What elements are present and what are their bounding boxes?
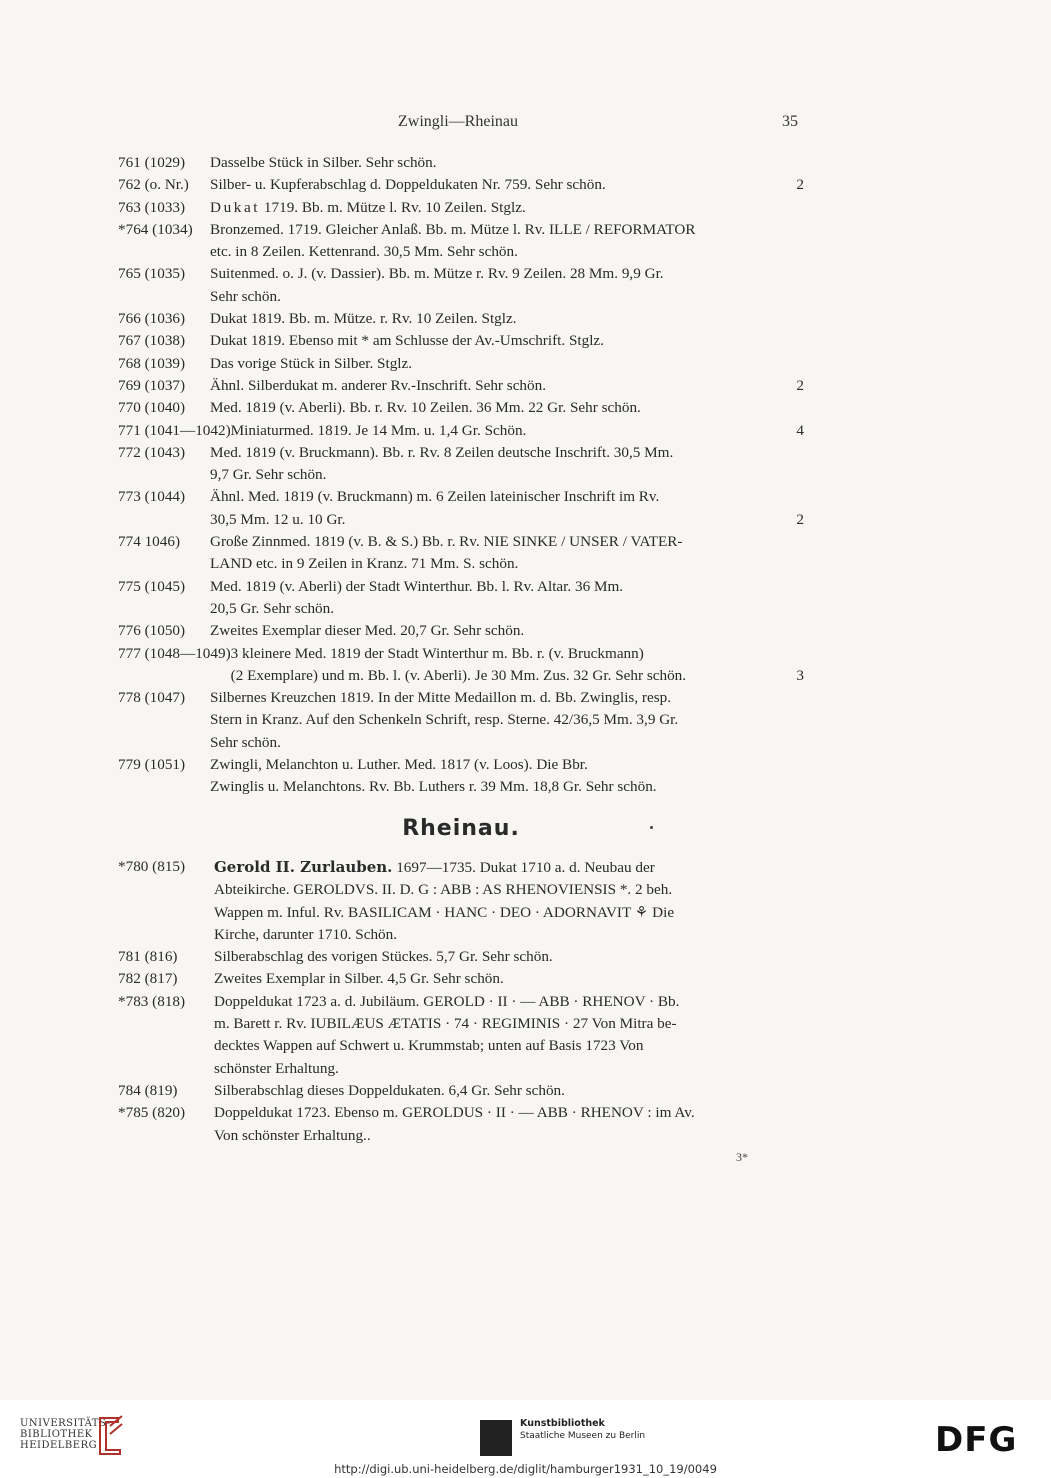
- ub-line: BIBLIOTHEK: [20, 1429, 93, 1440]
- entry-line-text: [231, 643, 644, 665]
- rarity-value: [794, 1125, 804, 1147]
- rarity-value: [794, 879, 804, 901]
- entry-line-text: [210, 397, 641, 419]
- entry-line: [210, 486, 804, 508]
- line-text: Zweites Exemplar in Silber. 4,5 Gr. Sehr schön.: [214, 970, 504, 988]
- entry-number: 774 1046): [118, 533, 181, 551]
- entry-line-text: [214, 856, 655, 879]
- entry-line: [210, 197, 804, 219]
- rarity-value: [794, 442, 804, 464]
- ub-line: HEIDELBERG: [20, 1440, 98, 1451]
- line-text: etc. in 8 Zeilen. Kettenrand. 30,5 Mm. Sehr schön.: [210, 243, 518, 261]
- entry-description: [210, 397, 804, 419]
- entry-line: [231, 420, 804, 442]
- catalog-entry: [118, 420, 804, 442]
- entry-line: [210, 174, 804, 196]
- entry-number: 770 (1040): [118, 399, 186, 417]
- rarity-value: [794, 353, 804, 375]
- rarity-value: [794, 598, 804, 620]
- rarity-value: [794, 991, 804, 1013]
- entry-description: [214, 946, 804, 968]
- header-title: Zwingli—Rheinau: [398, 113, 518, 130]
- entry-description: [210, 353, 804, 375]
- line-text: Dasselbe Stück in Silber. Sehr schön.: [210, 154, 437, 171]
- rarity-value: [794, 464, 804, 486]
- entry-number: 782 (817): [118, 970, 178, 988]
- entry-line: [210, 397, 804, 419]
- entry-line-text: [214, 1058, 339, 1080]
- page-number: 35: [782, 113, 798, 130]
- entry-description: [214, 1080, 804, 1102]
- viewer-footer: [0, 1400, 1051, 1478]
- rarity-value: 2: [796, 510, 804, 528]
- catalog-entry: [118, 308, 804, 330]
- entry-description: [231, 643, 804, 688]
- rarity-value: [794, 1013, 804, 1035]
- entry-line-text: [231, 665, 686, 687]
- entry-description: [210, 197, 804, 219]
- entry-description: [210, 308, 804, 330]
- entry-description: [210, 330, 804, 352]
- line-text: 30,5 Mm. 12 u. 10 Gr.: [210, 510, 346, 528]
- line-text: Kirche, darunter 1710. Schön.: [214, 925, 398, 943]
- entry-line: [214, 968, 804, 990]
- catalog-entry: [118, 946, 804, 968]
- entry-number: 772 (1043): [118, 443, 186, 461]
- entry-line-text: [210, 330, 604, 352]
- entry-line: [214, 924, 804, 946]
- entry-line: [210, 152, 804, 174]
- entry-line-text: [210, 687, 671, 709]
- line-text: 1719. Bb. m. Mütze l. Rv. 10 Zeilen. Stglz.: [260, 198, 526, 216]
- line-text: Ähnl. Med. 1819 (v. Bruckmann) m. 6 Zeilen lateinischer Inschrift im Rv.: [210, 488, 660, 506]
- rarity-value: [794, 330, 804, 352]
- rarity-value: [794, 902, 804, 924]
- line-text: Doppeldukat 1723 a. d. Jubiläum. GEROLD · II · — ABB · RHENOV · Bb.: [214, 992, 680, 1010]
- entry-line-text: [210, 152, 437, 174]
- catalog-entry: [118, 152, 804, 174]
- entry-line: [214, 946, 804, 968]
- entry-description: [214, 991, 804, 1080]
- entry-line-text: [210, 464, 326, 486]
- entry-line-text: [210, 308, 517, 330]
- line-text: Sehr schön.: [210, 733, 281, 751]
- entry-number: *783 (818): [118, 992, 186, 1010]
- entry-number: 773 (1044): [118, 488, 186, 506]
- entry-description: [231, 420, 804, 442]
- rarity-value: [794, 754, 804, 776]
- dfg-logo[interactable]: DFG: [935, 1420, 1018, 1460]
- entry-line: [210, 442, 804, 464]
- entry-line: [210, 308, 804, 330]
- ub-line: UNIVERSITÄTS-: [20, 1418, 111, 1429]
- line-text: Stern in Kranz. Auf den Schenkeln Schrift, resp. Sterne. 42/36,5 Mm. 3,9 Gr.: [210, 711, 679, 729]
- entry-number: 777 (1048—1049): [118, 644, 231, 662]
- rarity-value: 3: [796, 666, 804, 684]
- entry-line: [214, 1035, 804, 1057]
- entry-description: [210, 174, 804, 196]
- entry-line: [210, 219, 804, 241]
- line-text: Abteikirche. GEROLDVS. II. D. G : ABB : AS RHENOVIENSIS *. 2 beh.: [214, 881, 673, 899]
- entry-number: 762 (o. Nr.): [118, 176, 189, 194]
- rarity-value: [794, 946, 804, 968]
- rarity-value: [794, 397, 804, 419]
- entry-line-text: [214, 946, 553, 968]
- signature-mark: 3*: [736, 1150, 748, 1164]
- entry-line-text: [210, 754, 588, 776]
- line-text: 1697—1735. Dukat 1710 a. d. Neubau der: [392, 859, 655, 876]
- entry-description: [210, 576, 804, 621]
- entry-number: *780 (815): [118, 858, 186, 875]
- entry-line: [210, 375, 804, 397]
- entry-line-text: [214, 968, 504, 990]
- rarity-value: [794, 576, 804, 598]
- entry-line-text: [231, 420, 527, 442]
- entry-line-text: [214, 879, 672, 901]
- entry-line: [214, 1102, 804, 1124]
- entry-line-text: [214, 1013, 677, 1035]
- entry-line-text: [210, 576, 623, 598]
- entry-line-text: [214, 1080, 565, 1102]
- entry-number: 767 (1038): [118, 332, 186, 350]
- entry-description: [214, 856, 804, 946]
- entry-line: [214, 991, 804, 1013]
- entry-number: 765 (1035): [118, 265, 186, 283]
- entry-line: [214, 1013, 804, 1035]
- entry-line-text: [210, 197, 526, 219]
- catalog-entry: [118, 174, 804, 196]
- rarity-value: [794, 241, 804, 263]
- line-text: Dukat 1819. Ebenso mit * am Schlusse der Av.-Umschrift. Stglz.: [210, 332, 604, 350]
- catalog-entry: [118, 1080, 804, 1102]
- entry-description: [210, 531, 804, 576]
- line-text: Sehr schön.: [210, 287, 281, 305]
- entry-line: [210, 330, 804, 352]
- entry-line: [210, 464, 804, 486]
- line-text: Doppeldukat 1723. Ebenso m. GEROLDUS · II · — ABB · RHENOV : im Av.: [214, 1104, 695, 1122]
- catalog-entry: [118, 263, 804, 308]
- entry-line-text: [210, 486, 659, 508]
- entry-number: 761 (1029): [118, 154, 186, 171]
- entry-line-text: [210, 776, 657, 798]
- entry-line: [210, 263, 804, 285]
- entry-number: *764 (1034): [118, 220, 193, 238]
- catalog-entry: [118, 531, 804, 576]
- ruler-name: Gerold II. Zurlauben.: [214, 858, 393, 876]
- line-text: Silberabschlag des vorigen Stückes. 5,7 Gr. Sehr schön.: [214, 948, 553, 966]
- line-text: Zwinglis u. Melanchtons. Rv. Bb. Luthers r. 39 Mm. 18,8 Gr. Sehr schön.: [210, 778, 657, 796]
- entry-line: [210, 732, 804, 754]
- print-speck: [650, 826, 653, 829]
- entry-line: [210, 509, 804, 531]
- line-text: Dukat 1819. Bb. m. Mütze. r. Rv. 10 Zeilen. Stglz.: [210, 310, 517, 328]
- catalog-entry: [118, 486, 804, 531]
- entry-line: [210, 754, 804, 776]
- entry-line-text: [210, 286, 281, 308]
- entry-number: 778 (1047): [118, 689, 186, 707]
- catalog-entry: [118, 1102, 804, 1147]
- line-text: schönster Erhaltung.: [214, 1059, 339, 1077]
- entry-line: [214, 1125, 804, 1147]
- entry-line: [210, 576, 804, 598]
- entry-line-text: [210, 709, 678, 731]
- entry-line-text: [210, 732, 281, 754]
- line-text: (2 Exemplare) und m. Bb. l. (v. Aberli). Je 30 Mm. Zus. 32 Gr. Sehr schön.: [230, 666, 687, 684]
- entry-line: [210, 286, 804, 308]
- entry-number: 776 (1050): [118, 622, 186, 640]
- catalog-entries-rheinau: [118, 856, 804, 1147]
- rarity-value: [794, 1058, 804, 1080]
- rarity-value: 4: [796, 421, 804, 439]
- line-text: Silberabschlag dieses Doppeldukaten. 6,4 Gr. Sehr schön.: [214, 1081, 565, 1099]
- line-text: LAND etc. in 9 Zeilen in Kranz. 71 Mm. S. schön.: [210, 555, 519, 573]
- rarity-value: 2: [796, 376, 804, 394]
- rarity-value: [794, 1102, 804, 1124]
- catalog-entry: [118, 219, 804, 264]
- line-text: decktes Wappen auf Schwert u. Krummstab; unten auf Basis 1723 Von: [214, 1037, 644, 1055]
- entry-description: [210, 375, 804, 397]
- entry-description: [210, 442, 804, 487]
- catalog-entry: [118, 197, 804, 219]
- rarity-value: [794, 308, 804, 330]
- catalog-entry: [118, 353, 804, 375]
- line-text: m. Barett r. Rv. IUBILÆUS ÆTATIS · 74 · REGIMINIS · 27 Von Mitra be-: [214, 1015, 677, 1033]
- entry-description: [214, 1102, 804, 1147]
- rarity-value: [794, 197, 804, 219]
- catalog-entry: [118, 856, 804, 946]
- entry-line: [210, 687, 804, 709]
- catalog-entry: [118, 330, 804, 352]
- entry-description: [210, 754, 804, 799]
- rarity-value: [794, 286, 804, 308]
- entry-line-text: [210, 620, 524, 642]
- line-text: Zweites Exemplar dieser Med. 20,7 Gr. Sehr schön.: [210, 622, 525, 640]
- entry-description: [210, 263, 804, 308]
- rarity-value: [794, 531, 804, 553]
- line-text: Zwingli, Melanchton u. Luther. Med. 1817 (v. Loos). Die Bbr.: [210, 756, 588, 774]
- rarity-value: [794, 643, 804, 665]
- catalog-entry: [118, 968, 804, 990]
- catalog-entry: [118, 687, 804, 754]
- entry-line-text: [214, 1125, 371, 1147]
- line-text: Med. 1819 (v. Bruckmann). Bb. r. Rv. 8 Zeilen deutsche Inschrift. 30,5 Mm.: [210, 443, 674, 461]
- entry-line: [210, 553, 804, 575]
- entry-line-text: [210, 375, 546, 397]
- line-text: Suitenmed. o. J. (v. Dassier). Bb. m. Mütze r. Rv. 9 Zeilen. 28 Mm. 9,9 Gr.: [210, 265, 664, 283]
- line-text: 20,5 Gr. Sehr schön.: [210, 599, 335, 617]
- rarity-value: [794, 486, 804, 508]
- entry-line: [210, 709, 804, 731]
- entry-line-text: [210, 219, 696, 241]
- rarity-value: [794, 152, 804, 174]
- line-text: Ähnl. Silberdukat m. anderer Rv.-Inschrift. Sehr schön.: [210, 376, 547, 394]
- entry-line: [214, 856, 804, 879]
- rarity-value: [794, 732, 804, 754]
- permalink-url[interactable]: http://digi.ub.uni-heidelberg.de/diglit/hamburger1931_10_19/0049: [334, 1462, 717, 1476]
- entry-number: 781 (816): [118, 948, 178, 966]
- entry-line: [210, 353, 804, 375]
- rarity-value: [794, 687, 804, 709]
- catalog-entry: [118, 620, 804, 642]
- line-text: Med. 1819 (v. Aberli). Bb. r. Rv. 10 Zeilen. 36 Mm. 22 Gr. Sehr schön.: [210, 399, 641, 417]
- ub-heidelberg-logo-icon[interactable]: [96, 1414, 126, 1458]
- line-text: Miniaturmed. 1819. Je 14 Mm. u. 1,4 Gr. Schön.: [230, 421, 527, 439]
- entry-line-text: [210, 531, 683, 553]
- line-text: Silbernes Kreuzchen 1819. In der Mitte Medaillon m. d. Bb. Zwinglis, resp.: [210, 689, 672, 707]
- rarity-value: [794, 553, 804, 575]
- entry-description: [210, 620, 804, 642]
- entry-line: [214, 1080, 804, 1102]
- entry-line-text: [210, 598, 334, 620]
- entry-line: [231, 643, 804, 665]
- rarity-value: [794, 263, 804, 285]
- entry-line-text: [214, 991, 679, 1013]
- entry-line-text: [210, 442, 673, 464]
- entry-description: [210, 219, 804, 264]
- entry-line: [210, 776, 804, 798]
- rarity-value: [794, 1035, 804, 1057]
- entry-line-text: [210, 263, 664, 285]
- entry-line-text: [214, 1102, 695, 1124]
- entry-line-text: [214, 924, 397, 946]
- entry-line: [214, 879, 804, 901]
- entry-number: *785 (820): [118, 1104, 186, 1122]
- kb-subtitle: Staatliche Museen zu Berlin: [520, 1431, 646, 1441]
- entry-line-text: [210, 174, 606, 196]
- catalog-entry: [118, 397, 804, 419]
- entry-line: [210, 620, 804, 642]
- rarity-value: [794, 856, 804, 879]
- entry-number: 766 (1036): [118, 310, 186, 328]
- rarity-value: [794, 968, 804, 990]
- entry-line-text: [210, 241, 518, 263]
- entry-line: [231, 665, 804, 687]
- entry-number: 775 (1045): [118, 577, 186, 595]
- entry-description: [214, 968, 804, 990]
- line-text: Das vorige Stück in Silber. Stglz.: [210, 354, 413, 372]
- entry-number: 763 (1033): [118, 198, 186, 216]
- entry-description: [210, 152, 804, 174]
- rarity-value: [794, 1080, 804, 1102]
- entry-line-text: [210, 353, 412, 375]
- rarity-value: [794, 776, 804, 798]
- spaced-term: Dukat: [210, 198, 261, 216]
- catalog-entry: [118, 643, 804, 688]
- entry-line: [214, 1058, 804, 1080]
- rarity-value: [794, 709, 804, 731]
- rarity-value: [794, 620, 804, 642]
- entry-number: 779 (1051): [118, 756, 186, 774]
- entry-number: 769 (1037): [118, 376, 186, 394]
- entry-description: [210, 687, 804, 754]
- line-text: Med. 1819 (v. Aberli) der Stadt Winterthur. Bb. l. Rv. Altar. 36 Mm.: [210, 577, 624, 595]
- rarity-value: [794, 924, 804, 946]
- entry-line-text: [214, 1035, 643, 1057]
- catalog-entry: [118, 442, 804, 487]
- entry-line-text: [210, 509, 345, 531]
- entry-description: [210, 486, 804, 531]
- catalog-entry: [118, 991, 804, 1080]
- line-text: 9,7 Gr. Sehr schön.: [210, 466, 327, 484]
- kunstbibliothek-label[interactable]: [520, 1418, 645, 1442]
- catalog-entry: [118, 375, 804, 397]
- catalog-entry: [118, 576, 804, 621]
- entry-number: 784 (819): [118, 1081, 178, 1099]
- kb-title: Kunstbibliothek: [520, 1418, 605, 1429]
- line-text: Silber- u. Kupferabschlag d. Doppeldukaten Nr. 759. Sehr schön.: [210, 176, 606, 194]
- line-text: 3 kleinere Med. 1819 der Stadt Winterthur m. Bb. r. (v. Bruckmann): [230, 644, 644, 662]
- section-title: Rheinau.: [402, 816, 520, 841]
- line-text: Bronzemed. 1719. Gleicher Anlaß. Bb. m. Mütze l. Rv. ILLE / REFORMATOR: [210, 220, 696, 238]
- entry-line: [210, 241, 804, 263]
- entry-number: 768 (1039): [118, 354, 186, 372]
- entry-line: [210, 598, 804, 620]
- catalog-entry: [118, 754, 804, 799]
- rarity-value: 2: [796, 176, 804, 194]
- entry-number: 771 (1041—1042): [118, 421, 231, 439]
- entry-line: [214, 902, 804, 924]
- entry-line-text: [210, 553, 518, 575]
- line-text: Von schönster Erhaltung..: [214, 1126, 371, 1144]
- entry-line-text: [214, 902, 674, 924]
- catalog-entries-zwingli: [118, 152, 804, 799]
- line-text: Große Zinnmed. 1819 (v. B. & S.) Bb. r. Rv. NIE SINKE / UNSER / VATER-: [210, 533, 683, 551]
- rarity-value: [794, 219, 804, 241]
- line-text: Wappen m. Inful. Rv. BASILICAM · HANC · DEO · ADORNAVIT ⚘ Die: [214, 903, 675, 921]
- entry-line: [210, 531, 804, 553]
- kunstbibliothek-logo-icon[interactable]: [480, 1420, 512, 1456]
